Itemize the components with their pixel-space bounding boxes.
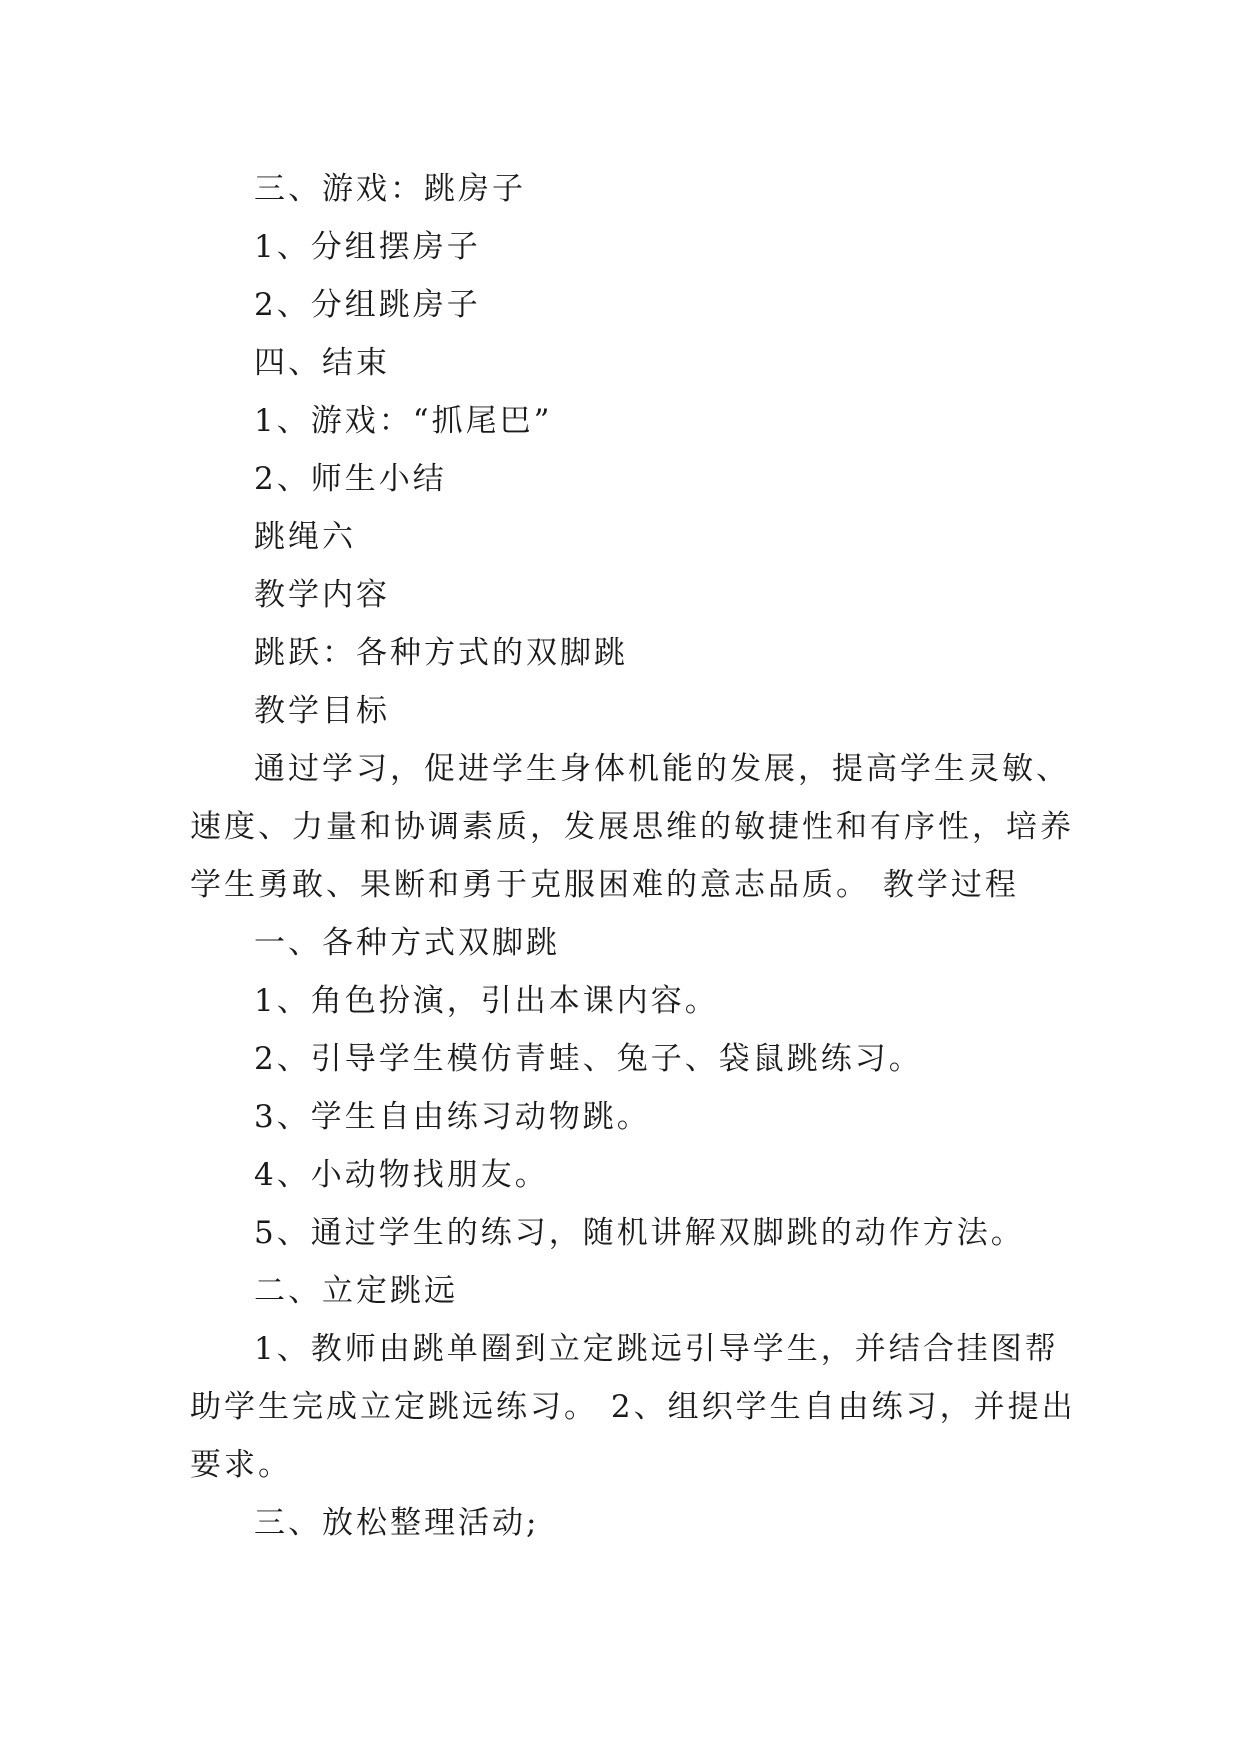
step-line: 2、师生小结: [254, 461, 447, 497]
paragraph-line: 速度、力量和协调素质，发展思维的敏捷性和有序性，培养: [190, 809, 1074, 845]
step-line: 1、角色扮演，引出本课内容。: [254, 983, 719, 1019]
step-line: 2、分组跳房子: [254, 287, 481, 323]
section-heading-game: 三、游戏：跳房子: [254, 171, 526, 207]
paragraph-line: 要求。: [190, 1447, 292, 1483]
step-line: 4、小动物找朋友。: [254, 1157, 549, 1193]
step-line: 2、引导学生模仿青蛙、兔子、袋鼠跳练习。: [254, 1041, 923, 1077]
content-line: 跳跃：各种方式的双脚跳: [254, 635, 628, 671]
step-line: 1、分组摆房子: [254, 229, 481, 265]
step-line: 5、通过学生的练习，随机讲解双脚跳的动作方法。: [254, 1215, 1025, 1251]
section-heading-end: 四、结束: [254, 345, 390, 381]
long-jump-paragraph: [190, 1320, 1076, 1494]
paragraph-line: 助学生完成立定跳远练习。 2、组织学生自由练习，并提出: [190, 1389, 1076, 1425]
lesson-title: 跳绳六: [254, 519, 356, 555]
goal-paragraph: [190, 740, 1074, 914]
heading-content: 教学内容: [254, 577, 390, 613]
paragraph-line: 学生勇敢、果断和勇于克服困难的意志品质。 教学过程: [190, 867, 1019, 903]
heading-goal: 教学目标: [254, 693, 390, 729]
section-heading-cooldown: 三、放松整理活动;: [254, 1505, 540, 1541]
document-body: [190, 160, 1076, 1552]
section-heading-jumps: 一、各种方式双脚跳: [254, 925, 560, 961]
section-heading-long-jump: 二、立定跳远: [254, 1273, 458, 1309]
paragraph-line: 1、教师由跳单圈到立定跳远引导学生，并结合挂图帮: [254, 1331, 1059, 1367]
paragraph-line: 通过学习，促进学生身体机能的发展，提高学生灵敏、: [254, 751, 1070, 787]
step-line: 3、学生自由练习动物跳。: [254, 1099, 651, 1135]
step-line: 1、游戏：“抓尾巴”: [254, 403, 553, 439]
